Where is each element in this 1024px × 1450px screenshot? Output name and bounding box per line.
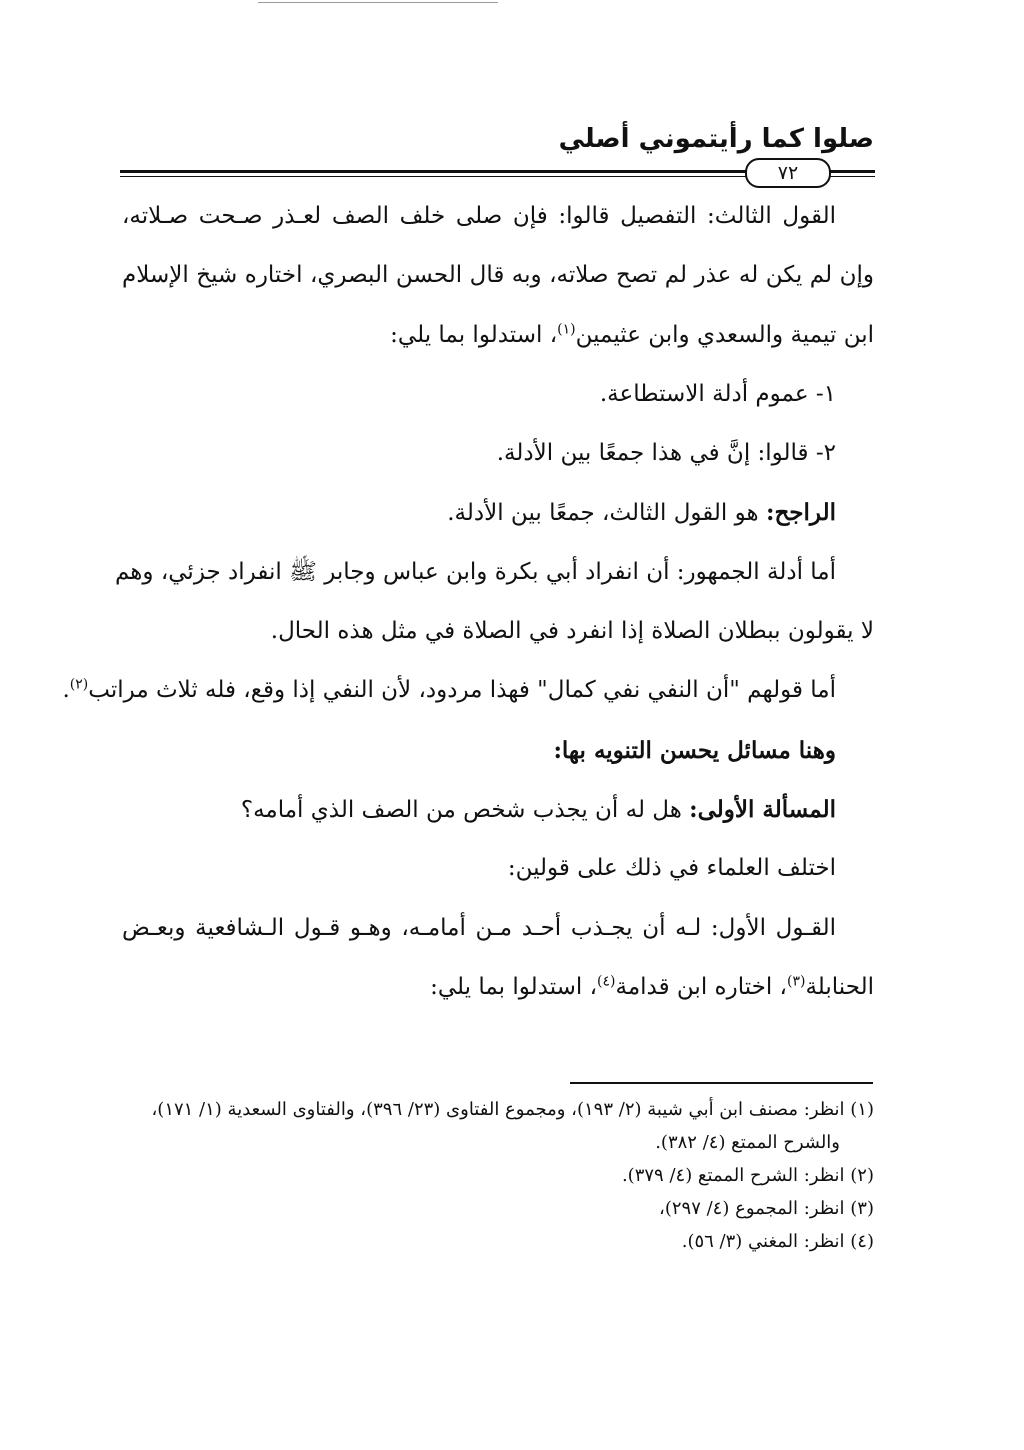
- line-text: ، استدلوا بما يلي:: [390, 321, 558, 348]
- body-line-9: [62, 661, 874, 720]
- preponderant-label: الراجح:: [765, 499, 836, 527]
- body-line-5: [122, 424, 874, 483]
- body-line-13: [122, 899, 874, 958]
- line-text: هل له أن يجذب شخص من الصف الذي أمامه؟: [240, 796, 690, 823]
- footnote-3: (٣) انظر: المجموع (٤/ ٢٩٧)،: [659, 1198, 874, 1219]
- body-line-2: [122, 246, 874, 305]
- body-line-11: [122, 780, 874, 839]
- footnote-2: (٢) انظر: الشرح الممتع (٤/ ٣٧٩).: [621, 1165, 874, 1186]
- footnote-separator: [570, 1082, 873, 1084]
- body-line-7: [114, 543, 874, 602]
- footnote-ref-1[interactable]: (١): [557, 320, 576, 337]
- line-text: لا يقولون ببطلان الصلاة إذا انفرد في الصلاة في مثل هذه الحال.: [270, 618, 874, 645]
- footnotes: [122, 1093, 874, 1258]
- line-text: ١- عموم أدلة الاستطاعة.: [599, 380, 836, 407]
- body-line-1: [122, 187, 874, 246]
- line-text: اختلف العلماء في ذلك على قولين:: [507, 855, 836, 882]
- top-edge-line: [258, 2, 498, 3]
- line-text: ، استدلوا بما يلي:: [430, 973, 598, 1000]
- line-text: الحنابلة: [805, 973, 874, 1000]
- line-text: ، اختاره ابن قدامة: [615, 973, 787, 1000]
- line-text: وإن لم يكن له عذر لم تصح صلاته، وبه قال الحسن البصري، اختاره شيخ الإسلام: [122, 262, 874, 289]
- body-line-3: [122, 306, 874, 365]
- body-line-4: [122, 365, 874, 424]
- footnote-ref-3[interactable]: (٣): [786, 973, 806, 990]
- line-text: هو القول الثالث، جمعًا بين الأدلة.: [447, 500, 766, 527]
- body-text: [62, 187, 874, 1017]
- body-line-14: [122, 958, 874, 1017]
- body-line-8: [122, 602, 874, 661]
- line-text: .: [62, 677, 70, 704]
- running-title: صلوا كما رأيتموني أصلي: [558, 124, 874, 154]
- line-text: القول الثالث: التفصيل قالوا: فإن صلى خلف الصف لعـذر صـحت صـلاته،: [122, 203, 836, 229]
- page-number-badge: ٧٢: [745, 158, 831, 188]
- body-line-12: [122, 839, 874, 898]
- line-text: أما أدلة الجمهور: أن انفراد أبي بكرة وابن عباس وجابر ﷺ انفراد جزئي، وهم: [114, 558, 836, 585]
- body-line-6: [122, 483, 874, 542]
- question-label: المسألة الأولى:: [689, 795, 836, 823]
- line-text: أما قولهم "أن النفي نفي كمال" فهذا مردود، لأن النفي إذا وقع، فله ثلاث مراتب: [88, 677, 836, 704]
- footnote-4: (٤) انظر: المغني (٣/ ٥٦).: [681, 1231, 874, 1252]
- footnote-1-continued: والشرح الممتع (٤/ ٣٨٢).: [655, 1132, 840, 1153]
- footnote-ref-2[interactable]: (٢): [69, 676, 89, 693]
- body-line-10: [122, 721, 874, 780]
- footnote-ref-4[interactable]: (٤): [597, 973, 616, 990]
- footnote-1: (١) انظر: مصنف ابن أبي شيبة (٢/ ١٩٣)، ومجموع الفتاوى (٢٣/ ٣٩٦)، والفتاوى السعدية (١/ ١٧١)،: [151, 1099, 874, 1120]
- line-text: ابن تيمية والسعدي وابن عثيمين: [575, 321, 874, 348]
- line-text: القـول الأول: لـه أن يجـذب أحـد مـن أمامـه، وهـو قـول الـشافعية وبعـض: [122, 914, 836, 941]
- section-heading: وهنا مسائل يحسن التنويه بها:: [553, 736, 836, 764]
- line-text: ٢- قالوا: إنَّ في هذا جمعًا بين الأدلة.: [496, 440, 836, 467]
